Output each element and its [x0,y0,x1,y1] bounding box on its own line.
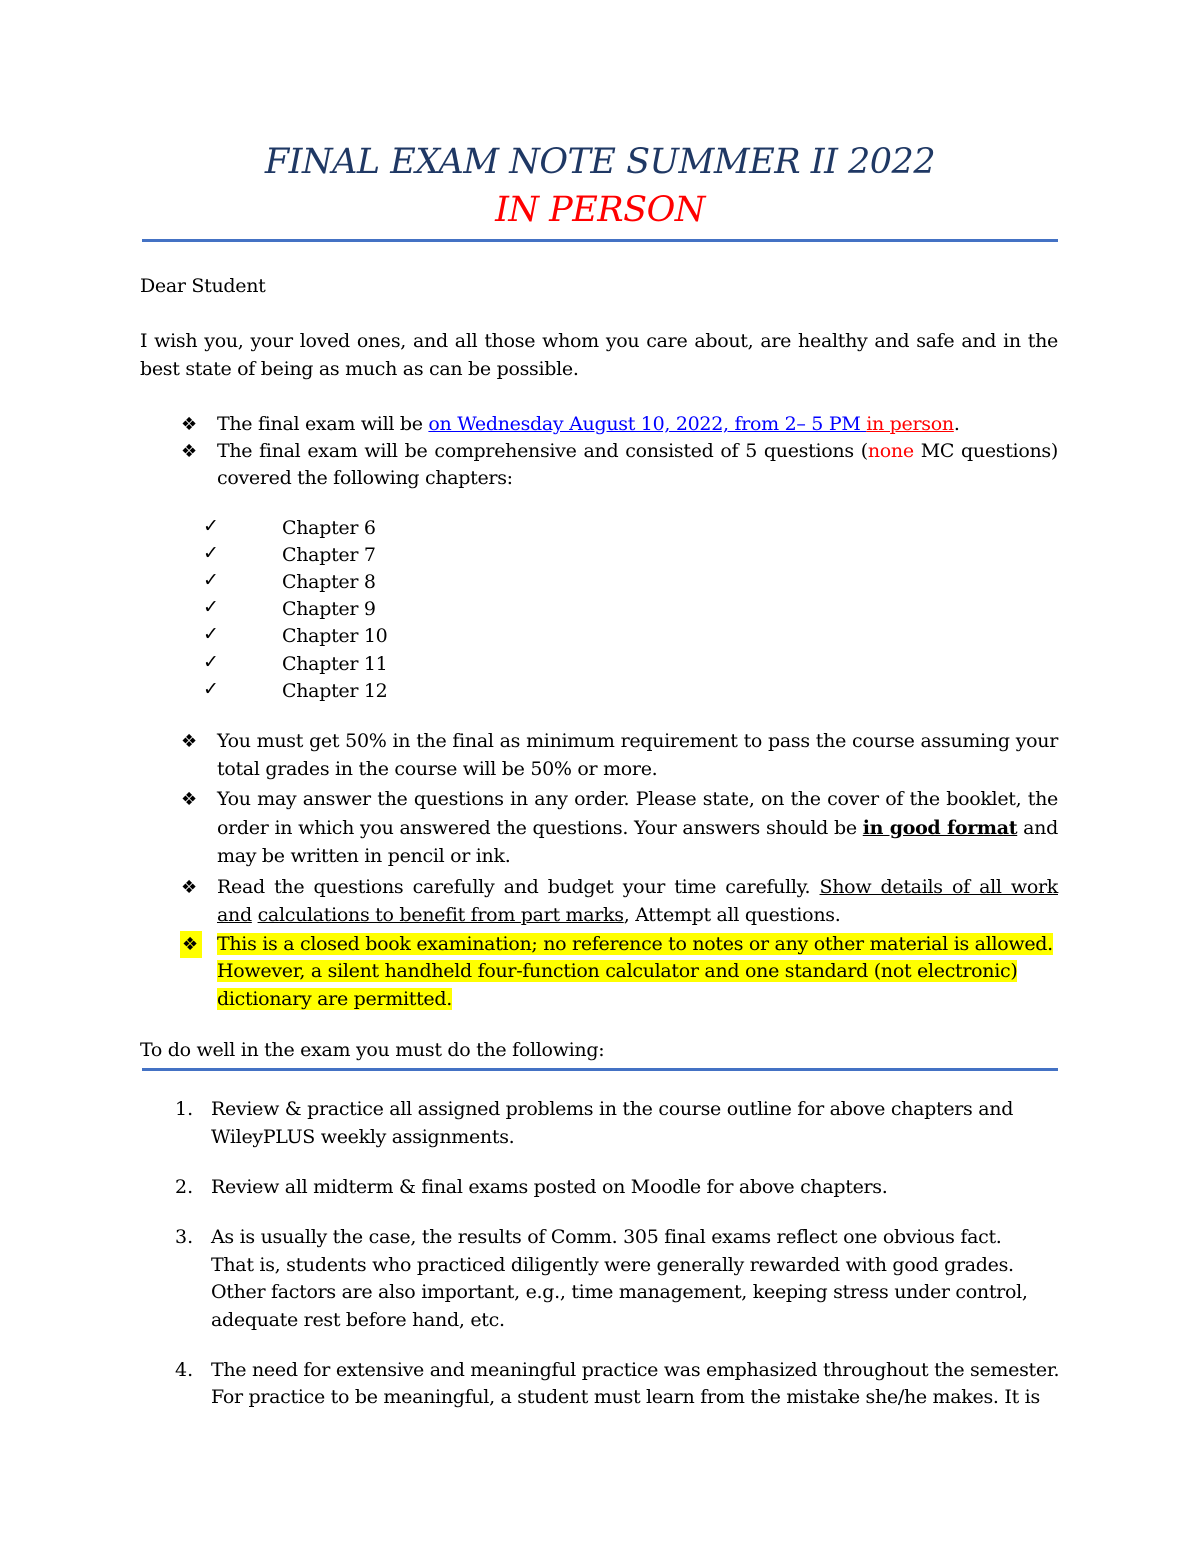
chapter-item: Chapter 6 [282,517,376,539]
chapter-item: Chapter 10 [282,625,388,647]
list-item-4-line-1: The need for extensive and meaningful practice was emphasized throughout the semester. [211,1359,1060,1381]
bullet-minimum-line-1: You must get 50% in the final as minimum requirement to pass the course assuming your [217,730,1058,752]
chapter-item: Chapter 8 [282,571,376,593]
checkmark-icon: ✓ [203,596,219,618]
list-number: 2. [175,1176,194,1198]
checkmark-icon: ✓ [203,569,219,591]
title-divider [142,239,1058,242]
bullet-minimum-line-2: total grades in the course will be 50% or more. [217,758,658,780]
bullet-comprehensive-line-2: covered the following chapters: [217,467,513,489]
bullet-diamond-icon: ❖ [181,414,198,435]
order-text-a: order in which you answered the questions. Your answers should be [217,817,863,839]
list-item-3-line-1: As is usually the case, the results of Comm. 305 final exams reflect one obvious fact. [211,1226,1002,1248]
read-text-a: Read the questions carefully and budget your time carefully. [217,876,820,898]
bullet-diamond-icon: ❖ [180,931,202,958]
checkmark-icon: ✓ [203,515,219,537]
chapter-item: Chapter 12 [282,680,388,702]
bullet-diamond-icon: ❖ [181,731,198,752]
list-item-3-line-2: That is, students who practiced diligently were generally rewarded with good grades. [211,1254,1014,1276]
exam-date-prefix: The final exam will be [217,413,429,435]
closed-book-highlight-2: However, a silent handheld four-function calculator and one standard (not electronic) [217,960,1018,982]
list-item-3-line-3: Other factors are also important, e.g., time management, keeping stress under control, [211,1281,1028,1303]
exam-date-period: . [953,413,960,435]
order-text-b: and [1017,817,1058,839]
bullet-order-line-3: may be written in pencil or ink. [217,845,511,867]
list-item-4-line-2: For practice to be meaningful, a student must learn from the mistake she/he makes. It is [211,1386,1040,1408]
bullet-diamond-icon: ❖ [181,877,198,898]
title-line-1: FINAL EXAM NOTE SUMMER II 2022 [264,142,936,182]
list-item-3-line-4: adequate rest before hand, etc. [211,1309,505,1331]
exam-date-link[interactable]: on Wednesday August 10, 2022, from 2– 5 PM [428,413,861,435]
chapter-item: Chapter 9 [282,598,376,620]
closed-book-highlight-3: dictionary are permitted. [217,988,452,1010]
bullet-order-line-1: You may answer the questions in any order. Please state, on the cover of the booklet, the [217,788,1058,810]
section-divider [142,1068,1058,1071]
title-line-2: IN PERSON [495,190,705,230]
checkmark-icon: ✓ [203,678,219,700]
list-number: 3. [175,1226,194,1248]
bullet-comprehensive-line-1 [217,438,1058,465]
comprehensive-text-a: The final exam will be comprehensive and consisted of 5 questions ( [217,440,868,462]
chapter-item: Chapter 11 [282,653,388,675]
list-item-2-line-1: Review all midterm & final exams posted on Moodle for above chapters. [211,1176,888,1198]
bullet-read-line-1 [217,874,1058,901]
bullet-exam-date [217,411,960,438]
show-details-underlined: Show details of all work [819,876,1058,898]
good-format-emphasis: in good format [862,817,1018,839]
list-item-1-line-1: Review & practice all assigned problems in the course outline for above chapters and [211,1098,1014,1120]
list-number: 1. [175,1098,194,1120]
section-heading-to-do-well: To do well in the exam you must do the following: [140,1039,605,1061]
bullet-order-line-2 [217,815,1058,842]
read-text-b: , Attempt all questions. [623,904,841,926]
bullet-diamond-icon: ❖ [181,441,198,462]
list-number: 4. [175,1359,194,1381]
in-person-link[interactable]: in person [866,413,954,435]
and-underlined: and [217,904,252,926]
checkmark-icon: ✓ [203,542,219,564]
comprehensive-text-b: MC questions) [913,440,1058,462]
bullet-read-line-2 [217,902,840,929]
checkmark-icon: ✓ [203,651,219,673]
checkmark-icon: ✓ [203,623,219,645]
greeting: Dear Student [140,275,266,297]
bullet-closed-book-line-3 [217,986,452,1013]
intro-line-2: best state of being as much as can be possible. [140,358,579,380]
list-item-1-line-2: WileyPLUS weekly assignments. [211,1126,515,1148]
chapter-item: Chapter 7 [282,544,376,566]
bullet-closed-book-line-1 [217,931,1053,958]
bullet-closed-book-line-2 [217,958,1017,985]
part-marks-underlined: calculations to benefit from part marks [257,904,624,926]
none-highlight: none [867,440,914,462]
bullet-diamond-icon: ❖ [181,789,198,810]
intro-line-1: I wish you, your loved ones, and all those whom you care about, are healthy and safe and in the [140,330,1058,352]
closed-book-highlight-1: This is a closed book examination; no reference to notes or any other material is allowed. [217,933,1053,955]
